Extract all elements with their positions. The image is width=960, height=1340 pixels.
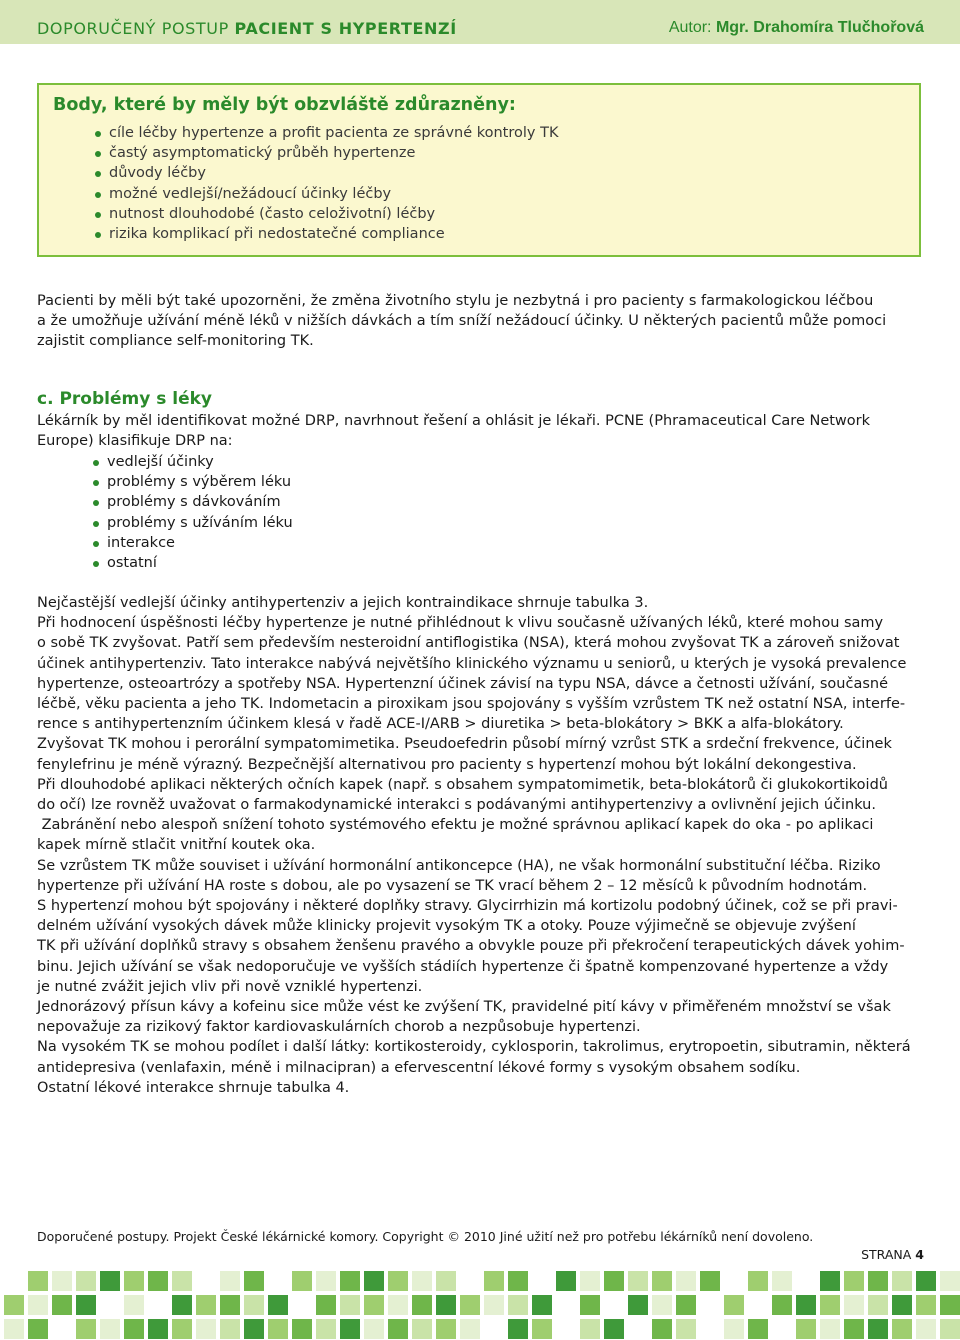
decorative-square xyxy=(484,1271,504,1291)
decorative-square xyxy=(772,1295,792,1315)
decorative-square xyxy=(76,1319,96,1339)
text-line: hypertenze, osteoartrózy a spotřeby NSA. Hypertenzní účinek závisí na typu NSA, dávce a četnosti užívání, současné xyxy=(37,675,889,692)
bullet-icon xyxy=(93,500,99,506)
bullet-icon xyxy=(95,192,101,198)
list-item xyxy=(107,492,293,512)
decorative-square xyxy=(772,1271,792,1291)
decorative-square xyxy=(796,1295,816,1315)
decorative-square xyxy=(556,1271,576,1291)
decorative-square xyxy=(316,1295,336,1315)
decorative-square xyxy=(388,1295,408,1315)
decorative-square xyxy=(4,1319,24,1339)
bullet-icon xyxy=(93,561,99,567)
list-item xyxy=(107,553,293,573)
decorative-square xyxy=(196,1319,216,1339)
decorative-square xyxy=(868,1295,888,1315)
highlight-box-title: Body, které by měly být obzvláště zdůrazněny: xyxy=(53,95,516,115)
decorative-square xyxy=(4,1295,24,1315)
text-line: Ostatní lékové interakce shrnuje tabulka 4. xyxy=(37,1079,350,1096)
decorative-square xyxy=(796,1319,816,1339)
decorative-square xyxy=(268,1319,288,1339)
decorative-square xyxy=(28,1319,48,1339)
text-line: nepovažuje za rizikový faktor kardiovaskulárních chorob a nezpůsobuje hypertenzi. xyxy=(37,1019,641,1036)
decorative-square xyxy=(916,1271,936,1291)
decorative-square xyxy=(652,1271,672,1291)
decorative-square xyxy=(484,1295,504,1315)
list-item-text: možné vedlejší/nežádoucí účinky léčby xyxy=(109,185,392,202)
decorative-square xyxy=(508,1319,528,1339)
document-title xyxy=(37,19,457,38)
author xyxy=(669,19,924,37)
text-line: zajistit compliance self-monitoring TK. xyxy=(37,333,314,350)
list-item xyxy=(107,472,293,492)
decorative-square xyxy=(28,1295,48,1315)
decorative-square xyxy=(292,1319,312,1339)
text-line: TK při užívání doplňků stravy s obsahem ženšenu pravého a obvykle pouze při překročení terapeutických dávek yohim- xyxy=(37,938,905,955)
decorative-square xyxy=(388,1319,408,1339)
decorative-square xyxy=(172,1319,192,1339)
decorative-square xyxy=(532,1295,552,1315)
bullet-icon xyxy=(93,460,99,466)
decorative-square xyxy=(532,1319,552,1339)
decorative-square xyxy=(700,1271,720,1291)
bullet-icon xyxy=(95,131,101,137)
decorative-square xyxy=(436,1295,456,1315)
decorative-square xyxy=(244,1271,264,1291)
page-label: STRANA xyxy=(861,1247,916,1262)
decorative-square xyxy=(676,1271,696,1291)
decorative-square xyxy=(244,1295,264,1315)
text-line: Zabránění nebo alespoň snížení tohoto systémového efektu je možné správnou aplikací kapek do oka - po aplikaci xyxy=(37,817,874,834)
text-line: Pacienti by měli být také upozorněni, že změna životního stylu je nezbytná i pro pacienty s farmakologickou léčbou xyxy=(37,293,874,309)
decorative-square xyxy=(436,1319,456,1339)
list-item xyxy=(109,204,558,224)
text-line: do očí) lze rovněž uvažovat o farmakodynamické interakci s podávanými antihypertenzivy a ovlivnění jejich účinku. xyxy=(37,797,876,814)
decorative-square xyxy=(748,1271,768,1291)
text-line: Europe) klasifikuje DRP na: xyxy=(37,433,233,450)
decorative-square xyxy=(916,1319,936,1339)
decorative-square xyxy=(340,1295,360,1315)
decorative-square xyxy=(652,1319,672,1339)
decorative-square xyxy=(244,1319,264,1339)
decorative-square xyxy=(820,1271,840,1291)
decorative-square xyxy=(652,1295,672,1315)
decorative-square xyxy=(508,1295,528,1315)
list-item xyxy=(107,513,293,533)
list-item-text: důvody léčby xyxy=(109,165,206,182)
decorative-square xyxy=(844,1271,864,1291)
list-item-text: interakce xyxy=(107,534,175,551)
bullet-icon xyxy=(93,521,99,527)
decorative-square xyxy=(940,1319,960,1339)
decorative-square xyxy=(220,1271,240,1291)
text-line: Při hodnocení úspěšnosti léčby hypertenze je nutné přihlédnout k vlivu současně užívaných léků, které mohou samy xyxy=(37,615,884,632)
text-line: Při dlouhodobé aplikaci některých očních kapek (např. s obsahem sympatomimetik, beta-blokátorů či glukokortikoidů xyxy=(37,776,888,793)
decorative-square xyxy=(628,1271,648,1291)
decorative-square xyxy=(748,1319,768,1339)
decorative-square xyxy=(316,1271,336,1291)
decorative-square xyxy=(340,1271,360,1291)
list-item-text: problémy s dávkováním xyxy=(107,494,281,511)
decorative-square xyxy=(868,1271,888,1291)
list-item-text: ostatní xyxy=(107,555,157,572)
highlight-box xyxy=(37,83,921,257)
decorative-square xyxy=(604,1271,624,1291)
decorative-square xyxy=(220,1319,240,1339)
lifestyle-paragraph xyxy=(37,291,925,352)
text-line: Lékárník by měl identifikovat možné DRP, navrhnout řešení a ohlásit je lékaři. PCNE (Phramaceutical Care Network xyxy=(37,413,871,429)
decorative-square xyxy=(148,1319,168,1339)
text-line: antidepresiva (venlafaxin, méně i milnacipran) a efervescentní lékové formy s vysokým obsahem sodíku. xyxy=(37,1059,801,1076)
text-line: Se vzrůstem TK může souviset i užívání hormonální antikoncepce (HA), ne však hormonální substituční léčba. Riziko xyxy=(37,857,881,874)
decorative-square xyxy=(76,1295,96,1315)
decorative-square xyxy=(196,1295,216,1315)
author-label: Autor: xyxy=(668,19,716,36)
bullet-icon xyxy=(95,212,101,218)
decorative-square xyxy=(76,1271,96,1291)
list-item xyxy=(109,184,558,204)
decorative-square xyxy=(508,1271,528,1291)
decorative-square xyxy=(412,1319,432,1339)
decorative-square xyxy=(220,1295,240,1315)
section-title: c. Problémy s léky xyxy=(37,389,212,409)
page-number-value: 4 xyxy=(915,1247,924,1262)
bullet-icon xyxy=(93,541,99,547)
decorative-square xyxy=(172,1271,192,1291)
decorative-square xyxy=(364,1271,384,1291)
bullet-icon xyxy=(95,232,101,238)
decorative-square xyxy=(724,1295,744,1315)
decorative-square xyxy=(268,1295,288,1315)
list-item-text: cíle léčby hypertenze a profit pacienta ze správné kontroly TK xyxy=(109,125,559,141)
title-prefix: DOPORUČENÝ POSTUP xyxy=(37,19,235,38)
decorative-square xyxy=(100,1319,120,1339)
text-line: o sobě TK zvyšovat. Patří sem především nesteroidní antiflogistika (NSA), která mohou zvyšovat TK a zároveň snižovat xyxy=(37,635,900,652)
decorative-square xyxy=(316,1319,336,1339)
page-number xyxy=(861,1247,924,1262)
body-text xyxy=(37,593,925,1098)
decorative-square xyxy=(892,1295,912,1315)
decorative-square xyxy=(388,1271,408,1291)
list-item-text: rizika komplikací při nedostatečné compliance xyxy=(109,226,445,243)
author-name: Mgr. Drahomíra Tlučhořová xyxy=(715,19,924,36)
decorative-square xyxy=(28,1271,48,1291)
decorative-square xyxy=(412,1271,432,1291)
list-item-text: problémy s výběrem léku xyxy=(107,474,292,491)
decorative-square xyxy=(460,1295,480,1315)
decorative-square xyxy=(412,1295,432,1315)
list-item xyxy=(109,224,558,244)
page-header xyxy=(0,0,960,44)
list-item-text: častý asymptomatický průběh hypertenze xyxy=(109,145,416,162)
bullet-icon xyxy=(93,480,99,486)
text-line: binu. Jejich užívání se však nedoporučuje ve vyšších stádiích hypertenze či špatně kompenzované hypertenze a vždy xyxy=(37,958,889,975)
text-line: Na vysokém TK se mohou podílet i další látky: kortikosteroidy, cyklosporin, takrolimus, erytropoetin, sibutramin, některá xyxy=(37,1039,911,1056)
text-line: fenylefrinu je méně výrazný. Bezpečnější alternativou pro pacienty s hypertenzí mohou být lokální dekongestiva. xyxy=(37,756,857,773)
decorative-square xyxy=(52,1295,72,1315)
decorative-square xyxy=(292,1271,312,1291)
decorative-square xyxy=(172,1295,192,1315)
list-item xyxy=(109,163,558,183)
text-line: kapek mírně stlačit vnitřní koutek oka. xyxy=(37,837,316,854)
text-line: S hypertenzí mohou být spojovány i některé doplňky stravy. Glycirrhizin má kortizolu podobný účinek, což se při pravi- xyxy=(37,898,898,915)
decorative-square xyxy=(436,1271,456,1291)
bullet-icon xyxy=(95,151,101,157)
text-line: hypertenze při užívání HA roste s dobou, ale po vysazení se TK vrací během 2 – 12 měsíců k původním hodnotám. xyxy=(37,877,868,894)
text-line: účinek antihypertenziv. Tato interakce nabývá největšího klinického významu u seniorů, u kterých je vysoká prevalence xyxy=(37,655,907,672)
list-item xyxy=(107,452,293,472)
text-line: Zvyšovat TK mohou i perorální sympatomimetika. Pseudoefedrin působí mírný vzrůst STK a srdeční frekvence, účinek xyxy=(37,736,892,753)
decorative-square xyxy=(124,1295,144,1315)
decorative-square xyxy=(676,1295,696,1315)
decorative-square xyxy=(940,1295,960,1315)
list-item xyxy=(109,123,558,143)
decorative-square xyxy=(724,1319,744,1339)
decorative-square xyxy=(628,1295,648,1315)
drp-list xyxy=(107,452,293,573)
decorative-square xyxy=(580,1295,600,1315)
highlight-box-list xyxy=(109,123,558,244)
decorative-square xyxy=(148,1271,168,1291)
text-line: delném užívání vysokých dávek může klinicky projevit vysokým TK a otoky. Pouze výjimečně se objevuje zvýšení xyxy=(37,918,856,935)
text-line: je nutné zvážit jejich vliv při nově vzniklé hypertenzi. xyxy=(37,978,423,995)
text-line: Nejčastější vedlejší účinky antihypertenziv a jejich kontraindikace shrnuje tabulka 3. xyxy=(37,595,649,611)
list-item-text: vedlejší účinky xyxy=(107,454,214,470)
decorative-square-pattern xyxy=(0,1265,960,1340)
decorative-square xyxy=(940,1271,960,1291)
decorative-square xyxy=(820,1295,840,1315)
decorative-square xyxy=(844,1319,864,1339)
title-bold: PACIENT S HYPERTENZÍ xyxy=(234,19,457,38)
decorative-square xyxy=(100,1271,120,1291)
list-item xyxy=(107,533,293,553)
decorative-square xyxy=(364,1295,384,1315)
bullet-icon xyxy=(95,171,101,177)
decorative-square xyxy=(580,1319,600,1339)
footer-copyright: Doporučené postupy. Projekt České lékárnické komory. Copyright © 2010 Jiné užití než pro potřebu lékárníků není dovoleno. xyxy=(37,1229,814,1244)
list-item xyxy=(109,143,558,163)
decorative-square xyxy=(124,1271,144,1291)
decorative-square xyxy=(580,1271,600,1291)
decorative-square xyxy=(364,1319,384,1339)
decorative-square xyxy=(340,1319,360,1339)
decorative-square xyxy=(604,1319,624,1339)
text-line: a že umožňuje užívání méně léků v nižších dávkách a tím sníží nežádoucí účinky. U některých pacientů může pomoci xyxy=(37,313,887,330)
list-item-text: problémy s užíváním léku xyxy=(107,514,293,531)
text-line: léčbě, věku pacienta a jeho TK. Indometacin a piroxikam jsou spojovány s vyšším vzrůstem TK než ostatní NSA, interfe- xyxy=(37,696,906,713)
decorative-square xyxy=(892,1319,912,1339)
text-line: rence s antihypertenzním účinkem klesá v řadě ACE-I/ARB > diuretika > beta-blokátory > BKK a alfa-blokátory. xyxy=(37,716,844,733)
list-item-text: nutnost dlouhodobé (často celoživotní) léčby xyxy=(109,205,436,222)
decorative-square xyxy=(892,1271,912,1291)
section-intro xyxy=(37,411,925,451)
decorative-square xyxy=(844,1295,864,1315)
decorative-square xyxy=(820,1319,840,1339)
decorative-square xyxy=(460,1319,480,1339)
decorative-square xyxy=(124,1319,144,1339)
decorative-square xyxy=(916,1295,936,1315)
decorative-square xyxy=(52,1271,72,1291)
decorative-square xyxy=(868,1319,888,1339)
decorative-square xyxy=(676,1319,696,1339)
text-line: Jednorázový přísun kávy a kofeinu sice může vést ke zvýšení TK, pravidelné pití kávy v přiměřeném množství se však xyxy=(37,999,891,1016)
